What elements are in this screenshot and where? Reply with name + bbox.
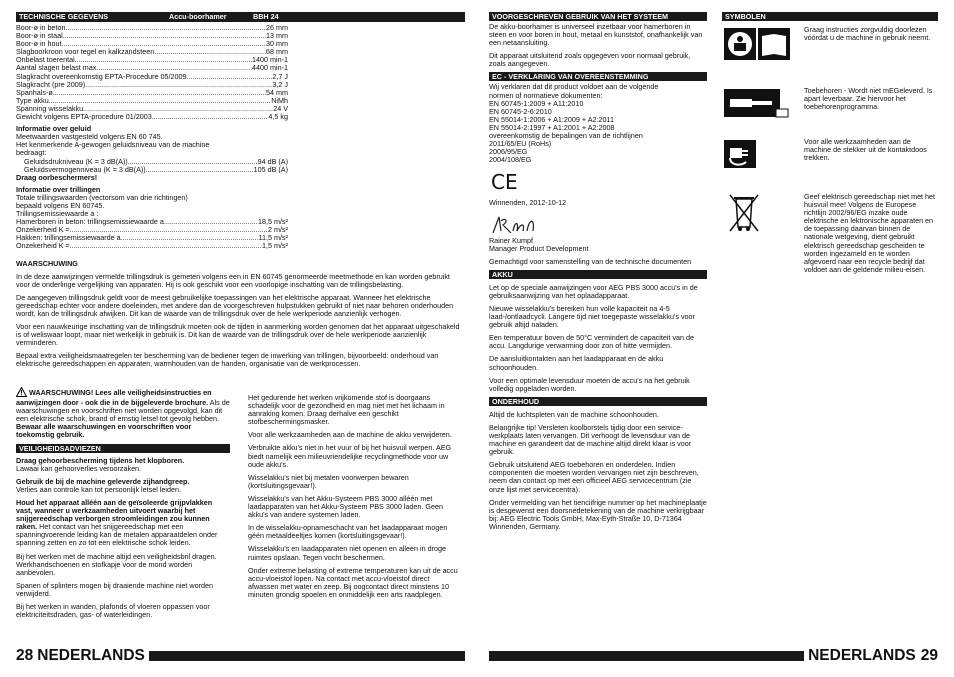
spec-value: 13 mm: [266, 32, 288, 41]
text-line: Meetwaarden vastgesteld volgens EN 60 745.: [16, 132, 163, 142]
right-column-2: [722, 12, 938, 292]
spec-value: 1,5 m/s²: [262, 242, 288, 251]
text-line: In de wisselakku-opnameschacht van het laadapparaat mogen géén metaaldeeltjes komen (kortsluitingsgevaar!).: [248, 523, 448, 541]
spec-row: [16, 32, 288, 40]
spec-label: Onzekerheid K =: [16, 242, 70, 251]
spec-label: Boor-ø in beton: [16, 24, 66, 32]
tech-data-model: Accu-boorhamer: [169, 12, 227, 21]
spec-row: [16, 56, 288, 64]
text-line: Gebruik uitsluitend AEG toebehoren en onderdelen. Indien componenten die moeten worden vervangen niet zijn beschreven, neem dan contact op met een officieel AEG servicecentrum (zie onze lijst met servicecentra).: [489, 460, 699, 494]
authorized-note: Gemachtigd voor samenstelling van de technische documenten: [489, 256, 692, 266]
spec-label: Geluidsdrukniveau (K = 3 dB(A)): [24, 157, 128, 166]
safety-hearing-text: Lawaai kan gehoorverlies veroorzaken.: [16, 463, 142, 473]
text-line: Bepaal extra veiligheidsmaatregelen ter bescherming van de bediener tegen de inwerking van trillingen, bijvoorbeeld: onderhoud van elektrische gereedschappen en apparaten, warmhouden van de handen, organisatie van de werkprocessen.: [16, 351, 439, 369]
safety-walls: Bij het werken in wanden, plafonds of vloeren oppassen voor elektriciteitsdraden, gas- of waterleidingen.: [16, 601, 210, 620]
vibration-subtitle: Trillingsemissiewaarde a :: [16, 209, 99, 219]
spec-row: [16, 234, 288, 242]
warning-text: Als de waarschuwingen en voorschriften niet worden opgevolgd, kan dit een elektrische schok, brand of ernstig letsel tot gevolg hebben.: [16, 398, 230, 424]
spec-value: 94 dB (A): [257, 157, 288, 166]
left-column-1: [16, 387, 230, 619]
spec-value: 3,2 J: [272, 80, 288, 89]
symbol-description: Toebehoren - Wordt niet mEGeleverd. Is apart leverbaar. Zie hiervoor het toebehorenprogramma.: [804, 86, 933, 112]
signer-name: Rainer Kumpf: [489, 235, 533, 245]
spec-label: Slagkracht (pre 2009): [16, 80, 86, 89]
spec-label: Onbelast toerental: [16, 56, 75, 65]
language-label-left: NEDERLANDS: [37, 647, 145, 664]
symbol-row: [722, 26, 938, 67]
spec-value: 18,5 m/s²: [258, 218, 288, 227]
intended-use-text: De akku-boorhamer is universeel inzetbaar voor hamerboren in steen en voor boren in hout, metaal en kunststof, onafhankelijk van een netaansluiting.: [489, 22, 703, 48]
ce-mark-icon: [491, 171, 707, 196]
spec-label: Spanhals-ø: [16, 88, 53, 97]
spec-value: 4,5 kg: [268, 113, 288, 122]
spec-value: 2 m/s²: [268, 226, 288, 235]
noise-title: Informatie over geluid: [16, 124, 92, 134]
symbol-row: [722, 138, 938, 175]
spec-row: [16, 81, 288, 89]
ec-declaration-text: [489, 83, 707, 164]
spec-label: Slagkracht overeenkomstig EPTA-Procedure 05/2009: [16, 72, 187, 81]
text-line: In de deze aanwijzingen vermelde trillingsdruk is gemeten volgens een in EN 60745 genormeerde meetmethode en kan worden gebruikt voor de onderlinge vergelijking van apparaten. Hij is ook geschikt voor een voorlopige inschatting van de trillingsbelasting.: [16, 271, 450, 289]
text-line: Voor een nauwkeurige inschatting van de trillingsdruk moeten ook de tijden in aanmerking worden genomen dat het apparaat uitgeschakeld is of weliswaar loopt, maar niet werkelijk in gebruik is. Dit kan de waarde van de trillingsdruk over de hele werkperiode aanzienlijk verminderen.: [16, 322, 460, 348]
page-number-right: 29: [920, 647, 938, 664]
text-line: 2011/65/EU (RoHs): [489, 139, 552, 149]
text-line: Altijd de luchtspleten van de machine schoonhouden.: [489, 409, 659, 419]
safety-header: VEILIGHEIDSADVIEZEN: [16, 444, 230, 453]
text-line: Nieuwe wisselakku's bereiken hun volle kapaciteit na 4-5 laad-/ontlaadcycli. Langere tijd niet toegepaste wisselakku's voor gebruik altijd naladen.: [489, 303, 695, 330]
left-footer: [16, 645, 465, 667]
text-line: Wisselakku's niet bij metalen voorwerpen bewaren (kortsluitingsgevaar!).: [248, 472, 409, 490]
tech-data-code: BBH 24: [253, 12, 279, 21]
text-line: Het gedurende het werken vrijkomende stof is doorgaans schadelijk voor de gezondheid en mag niet met het lichaam in aanraking komen. Draag derhalve een geschikt stofbeschermingsmasker.: [248, 393, 445, 427]
right-footer: [489, 645, 938, 667]
text-line: 2004/108/EG: [489, 155, 532, 165]
language-label-right: NEDERLANDS: [808, 647, 916, 664]
spec-row: [16, 218, 288, 226]
text-line: overeenkomstig de bepalingen van de richtlijnen: [489, 131, 643, 141]
spec-value: 54 mm: [266, 88, 288, 97]
symbols-list: [722, 26, 938, 274]
spec-label: Gewicht volgens EPTA-procedure 01/2003: [16, 113, 152, 122]
text-line: Wisselakku's van het Akku-Systeem PBS 3000 alléén met laadapparaten van het Akku-Systeem PBS 3000 laden. Geen akku's van andere systemen laden.: [248, 493, 443, 520]
spec-value: 105 dB (A): [253, 165, 288, 174]
spec-value: 68 mm: [266, 48, 288, 57]
spec-value: NiMh: [271, 96, 288, 105]
text-line: EN 60745-2-6:2010: [489, 106, 552, 116]
right-page: [489, 12, 938, 667]
text-line: Totale trillingswaarden (vectorsom van drie richtingen): [16, 192, 188, 202]
symbol-description: Graag instructies zorgvuldig doorlezen vóórdat u de machine in gebruik neemt.: [804, 25, 931, 43]
text-line: Onder vermelding van het tienciifrige nummer op het machineplaatje is desgewenst een doorsnedetekening van de machine verkrijgbaar bij: AEG Electric Tools GmbH, Max-Eyth-Straße 10, D-71364 Winnenden, Germany.: [489, 497, 707, 531]
safety-goggles: Bij het werken met de machine altijd een veiligheidsbril dragen. Werkhandschoenen en stofkapje voor de mond worden aanbevolen.: [16, 551, 217, 577]
text-line: EN 55014-2:1997 + A1:2001 + A2:2008: [489, 122, 615, 132]
spec-row: [16, 242, 288, 250]
footer-bar-right: [489, 651, 804, 661]
spec-label: Onzekerheid K =: [16, 226, 70, 235]
safety-chips: Spanen of splinters mogen bij draaiende machine niet worden verwijderd.: [16, 580, 213, 598]
safety-hearing-bold: Draag gehoorbescherming tijdens het klopboren.: [16, 455, 185, 465]
spec-label: Slagboorkroon voor tegel en kalkzandsteen: [16, 48, 155, 57]
spec-row: [16, 158, 288, 166]
maintenance-paragraphs: [489, 411, 707, 531]
text-line: EN 60745-1:2009 + A11:2010: [489, 98, 584, 108]
warning-keep-text: Bewaar alle waarschuwingen en voorschriften voor toekomstig gebruik.: [16, 422, 192, 440]
spec-value: 30 mm: [266, 40, 288, 49]
spec-value: 11,5 m/s²: [258, 234, 288, 243]
text-line: Voor alle werkzaamheden aan de machine de akku verwijderen.: [248, 430, 452, 440]
intended-use-note: Dit apparaat uitsluitend zoals opgegeven voor normaal gebruik, zoals aangegeven.: [489, 51, 691, 69]
symbol-row: [722, 193, 938, 274]
text-line: Let op de speciale aanwijzingen voor AEG PBS 3000 accu's in de gebruiksaanwijzing van het oplaadapparaat.: [489, 282, 698, 300]
text-line: EN 55014-1:2006 + A1:2009 + A2:2011: [489, 114, 614, 124]
spec-label: Boor-ø in hout: [16, 40, 62, 49]
spec-label: Boor-ø in staal: [16, 32, 63, 41]
warning-title: WAARSCHUWING: [16, 258, 78, 268]
right-column-1: [489, 12, 707, 531]
text-line: normen of normatieve dokumenten:: [489, 90, 603, 100]
warning-bold-text: WAARSCHUWING! Lees alle veiligheidsinstructies en aanwijzingen door - ook die in de bijgeleverde brochure.: [16, 387, 212, 408]
warning-paragraphs: [16, 273, 465, 369]
tech-data-header: [16, 12, 465, 22]
battery-header: AKKU: [489, 270, 707, 279]
footer-bar-left: [149, 651, 465, 661]
ear-protection-note: Draag oorbeschermers!: [16, 172, 98, 182]
declaration-date: Winnenden, 2012-10-12: [489, 198, 567, 208]
unplug-icon: [722, 138, 796, 175]
spec-row: [16, 226, 288, 234]
text-line: Belangrijke tip! Versleten koolborstels tijdig door een service-werkplaats laten vervangen. Dit verhoogt de levensduur van de machine en garandeert dat de machine altijd direkt klaar is voor gebruik.: [489, 422, 692, 457]
text-line: Onder extreme belasting of extreme temperaturen kan uit de accu accu-vloeistof lopen. Na contact met accu-vloeistof direct afwassen met water en zeep. Bij oogcontact direct minstens 10 minuten grondig spoelen en onmiddelijk een arts raadplegen.: [248, 565, 458, 599]
safety-handle-bold: Gebruik de bij de machine geleverde zijhandgreep.: [16, 476, 190, 486]
maintenance-header: ONDERHOUD: [489, 397, 707, 406]
read-manual-icon: [722, 26, 796, 67]
symbol-description: Geef elektrisch gereedschap niet met het huisvuil mee! Volgens de Europese richtlijn 2002/96/EG inzake oude elektrische en lektronische apparaten en de toepassing daarvan binnen de nationale wetgeving, dient gebruikt elektrisch gereedschap gescheiden te worden ingezameld en te worden afgevoerd naar een recycle bedrijf dat voldoet aan de geldende milieu-eisen.: [804, 192, 936, 274]
text-line: Voor een optimale levensduur moeten de accu's na het gebruik volledig opgeladen worden.: [489, 375, 690, 393]
symbols-header: SYMBOLEN: [722, 12, 938, 21]
spec-row: [16, 64, 288, 72]
left-column-2: [248, 389, 458, 599]
page-number-left: 28: [16, 647, 34, 664]
weee-bin-icon: [722, 193, 796, 274]
spec-row: [16, 48, 288, 56]
safety-insulated-bold: Houd het apparaat alléén aan de geïsoleerde grijpvlakken vast, wanneer u werkzaamheden uitvoert waarbij het snijgereedschap verborgen stroomleidingen zou kunnen raken.: [16, 497, 213, 532]
spec-label: Type akku: [16, 96, 49, 105]
spec-row: [16, 89, 288, 97]
text-line: De aansluitkontakten aan het laadapparaat en de akku schoonhouden.: [489, 354, 664, 372]
battery-paragraphs: [489, 284, 707, 393]
symbol-row: [722, 87, 938, 124]
noise-info: [16, 125, 288, 182]
text-line: Wij verklaren dat dit product voldoet aan de volgende: [489, 82, 659, 92]
vibration-info: [16, 186, 288, 251]
spec-label: Hamerboren in beton: trillingsemissiewaarde a: [16, 218, 164, 227]
text-line: Een temperatuur boven de 50°C vermindert de capaciteit van de accu. Langdurige verwarming door zon of hitte vermijden.: [489, 333, 695, 351]
spec-label: Geluidsvermogenniveau (K = 3 dB(A)): [24, 165, 146, 174]
left-page: [16, 12, 465, 667]
text-line: bedraagt:: [16, 148, 47, 158]
spec-row: [16, 73, 288, 81]
ec-declaration-header: EC - VERKLARING VAN OVEREENSTEMMING: [489, 72, 707, 81]
spec-value: 24 V: [273, 104, 288, 113]
accessory-icon: [722, 87, 796, 124]
vibration-title: Informatie over trillingen: [16, 184, 101, 194]
spec-label: Aantal slagen belast max.: [16, 64, 99, 73]
spec-label: Hakken: trillingsemissiewaarde a: [16, 234, 121, 243]
text-line: De aangegeven trillingsdruk geldt voor de meest gebruikelijke toepassingen van het elektrische apparaat. Wanneer het elektrische gereedschap echter voor andere doeleinden, met andere dan de voorgeschreven hulpstukken gebruikt of niet naar behoren onderhouden wordt, kan de trillingsdruk afwijken. Dit kan de waarde van de trillingsdruk over de hele werkperiode aanzienlijk verhogen.: [16, 292, 454, 318]
spec-value: 4400 min-1: [252, 64, 288, 73]
spec-row: [16, 105, 288, 113]
symbol-description: Voor alle werkzaamheden aan de machine de stekker uit de kontaktdoos trekken.: [804, 137, 927, 163]
safety-handle-text: Verlies aan controle kan tot persoonlijk letsel leiden.: [16, 484, 182, 494]
spec-row: [16, 97, 288, 105]
spec-value: 26 mm: [266, 24, 288, 32]
spec-label: Spanning wisselakku: [16, 104, 84, 113]
text-line: Het kenmerkende A-gewogen geluidsniveau van de machine: [16, 140, 210, 150]
spec-value: 2,7 J: [272, 72, 288, 81]
tech-data-title: TECHNISCHE GEGEVENS: [19, 12, 109, 21]
signature-icon: [489, 213, 707, 237]
text-line: 2006/95/EG: [489, 147, 528, 157]
spec-row: [16, 113, 288, 121]
signer-role: Manager Product Development: [489, 243, 589, 253]
spec-row: [16, 40, 288, 48]
text-line: Wisselakku's en laadapparaten niet openen en alleen in droge ruimtes opslaan. Tegen vocht beschermen.: [248, 544, 446, 562]
text-line: bepaald volgens EN 60745.: [16, 200, 105, 210]
spec-row: [16, 24, 288, 32]
spec-value: 1400 min-1: [252, 56, 288, 65]
spec-table: [16, 24, 288, 121]
safety-insulated-text: Het contact van het snijgereedschap met een spanningvoerende leiding kan de metalen apparaatdelen onder spanning zetten en zo tot een elektrische schok leiden.: [16, 522, 218, 548]
text-line: Verbruikte akku's niet in het vuur of bij het huisvuil werpen. AEG biedt namelijk een milieuvriendelijke recyclingmethode voor uw oude akku's.: [248, 443, 452, 469]
intended-use-header: VOORGESCHREVEN GEBRUIK VAN HET SYSTEEM: [489, 12, 707, 21]
svg-text:CE: CE: [491, 171, 518, 192]
